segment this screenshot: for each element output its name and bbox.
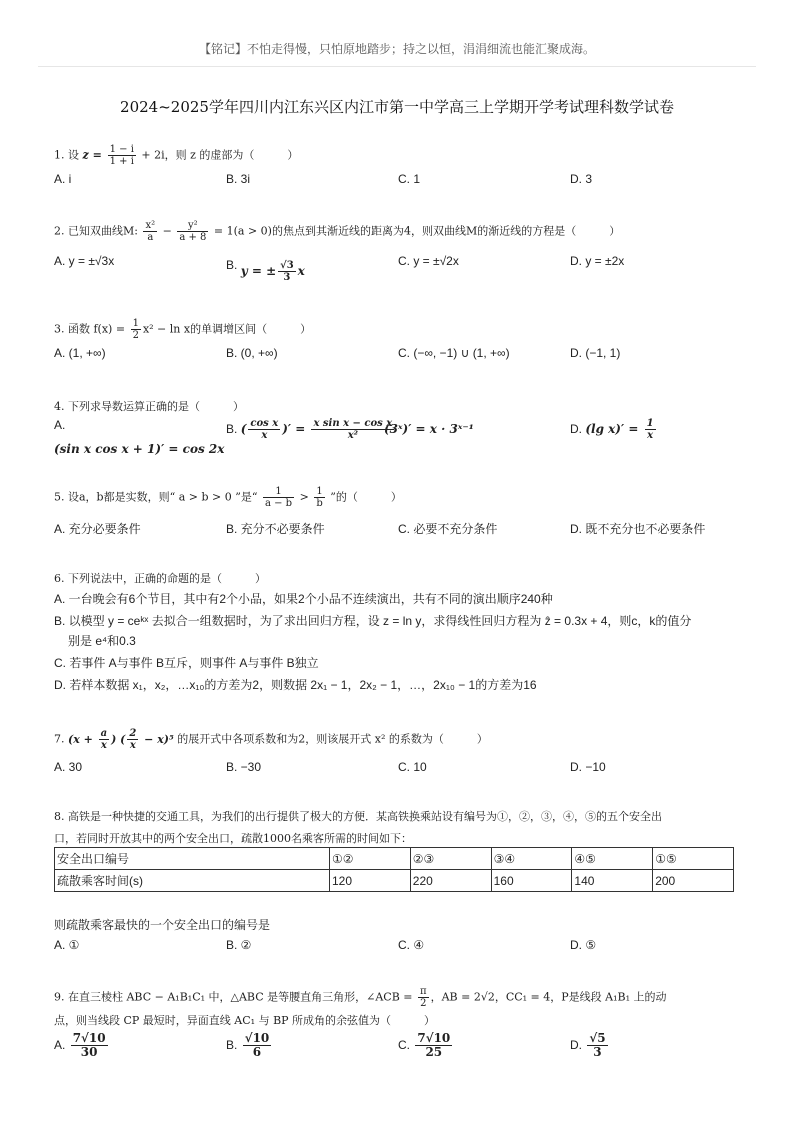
option-c[interactable]: C. $\frac{7√10}{25}$ [398, 1031, 451, 1060]
option-c[interactable]: C. 1 [398, 172, 421, 186]
question-8-stem-line-1: 8. 高铁是一种快捷的交通工具，为我们的出行提供了极大的方便．某高铁换乘站设有编号为①，②，③，④，⑤的五个安全出 [54, 810, 662, 823]
table-cell: 220 [410, 870, 491, 892]
option-a-label[interactable]: A. [54, 418, 66, 432]
option-c[interactable]: C. 10 [398, 760, 427, 774]
table-cell: 160 [491, 870, 572, 892]
question-4-options [54, 416, 754, 456]
option-c[interactable]: C. y = ±√2x [398, 254, 459, 268]
option-a[interactable]: (sin x cos x + 1)′ = cos 2x [54, 442, 225, 456]
table-row [55, 848, 734, 870]
option-d[interactable]: D. −10 [570, 760, 606, 774]
option-a[interactable]: A. y = ±√3x [54, 254, 115, 268]
question-2-stem: 2. 已知双曲线M: $\frac{\text{x²}}{a}$ − $\frac{\text{y²}}{a + 8}$ = 1(a > 0)的焦点到其渐近线的距离为4，则双曲线M的渐近线的方程是（ ） [54, 220, 621, 243]
option-d[interactable]: D. 既不充分也不必要条件 [570, 522, 706, 536]
table-cell: 安全出口编号 [55, 848, 330, 870]
option-a[interactable]: A. 30 [54, 760, 83, 774]
question-9-stem-line-2: 点，则当线段 CP 最短时，异面直线 AC₁ 与 BP 所成角的余弦值为（ ） [54, 1014, 436, 1027]
option-c[interactable]: (3ˣ)′ = x · 3ˣ⁻¹ [384, 422, 474, 436]
option-b-continued: 别是 e⁴和0.3 [68, 634, 136, 648]
option-c[interactable]: C. 必要不充分条件 [398, 522, 498, 536]
table-cell: 140 [572, 870, 653, 892]
option-b[interactable]: B. ( $\frac{\text{cos x}}{x}$ )′ = $\frac{\text{x sin x − cos x}}{\text{x²}}$ [226, 418, 393, 441]
option-b[interactable]: B. −30 [226, 760, 262, 774]
table-cell: ①② [330, 848, 411, 870]
question-1-stem: 1. 设 z = $\frac{1 - i}{1 + i}$ + 2i，则 z 的虚部为（ ） [54, 144, 299, 167]
table-row [55, 870, 734, 892]
question-5-stem: 5. 设a，b都是实数，则“ a > b > 0 ”是“ $\frac{1}{a - b}$ > $\frac{1}{b}$ ”的（ ） [54, 486, 402, 509]
option-a[interactable]: A. 一台晚会有6个节目，其中有2个小品，如果2个小品不连续演出，共有不同的演出顺序240种 [54, 592, 553, 606]
table-cell: 疏散乘客时间(s) [55, 870, 330, 892]
option-a[interactable]: A. i [54, 172, 72, 186]
table-cell: ③④ [491, 848, 572, 870]
question-6-stem: 6. 下列说法中，正确的命题的是（ ） [54, 572, 266, 585]
page-title: 2024~2025学年四川内江东兴区内江市第一中学高三上学期开学考试理科数学试卷 [120, 98, 674, 116]
option-c[interactable]: C. ④ [398, 938, 425, 952]
option-d[interactable]: D. 3 [570, 172, 593, 186]
option-b[interactable]: B. 充分不必要条件 [226, 522, 325, 536]
question-9-stem-line-1: 9. 在直三棱柱 ABC − A₁B₁C₁ 中，△ABC 是等腰直角三角形，∠ACB = $\frac{\pi}{2}$ ，AB = 2√2，CC₁ = 4，P是线段 A₁B₁ 上的动 [54, 986, 667, 1009]
table-cell: ①⑤ [653, 848, 734, 870]
option-d[interactable]: D. (lg x)′ = $\frac{1}{x}$ [570, 418, 654, 441]
option-a[interactable]: A. 充分必要条件 [54, 522, 141, 536]
option-a[interactable]: A. $\frac{7√10}{30}$ [54, 1031, 106, 1060]
option-b[interactable]: B. 3i [226, 172, 251, 186]
option-b[interactable]: B. 以模型 y = ceᵏˣ 去拟合一组数据时，为了求出回归方程，设 z = ln y，求得线性回归方程为 ẑ = 0.3x + 4，则c，k的值分 [54, 614, 692, 628]
table-cell: ②③ [410, 848, 491, 870]
option-d[interactable]: D. y = ±2x [570, 254, 625, 268]
question-8-question: 则疏散乘客最快的一个安全出口的编号是 [54, 918, 271, 932]
question-7-stem: 7. (x + $\frac{a}{x}$ ) ( $\frac{2}{x}$ − x)⁵ 的展开式中各项系数和为2，则该展开式 x² 的系数为（ ） [54, 728, 488, 751]
table-cell: ④⑤ [572, 848, 653, 870]
option-d[interactable]: D. $\frac{√5}{3}$ [570, 1031, 606, 1060]
option-d[interactable]: D. (−1, 1) [570, 346, 621, 360]
question-3-stem: 3. 函数 f(x) = $\frac{1}{2}$ x² − ln x的单调增区间（ ） [54, 318, 312, 341]
option-b[interactable]: B. ② [226, 938, 252, 952]
option-b[interactable]: B. (0, +∞) [226, 346, 278, 360]
evacuation-table [54, 847, 734, 892]
motto-banner: 【铭记】不怕走得慢，只怕原地踏步；持之以恒，涓涓细流也能汇聚成海。 [198, 42, 595, 56]
option-c[interactable]: C. 若事件 A与事件 B互斥，则事件 A与事件 B独立 [54, 656, 319, 670]
question-4-stem: 4. 下列求导数运算正确的是（ ） [54, 400, 244, 413]
option-a[interactable]: A. ① [54, 938, 80, 952]
option-b[interactable]: B. $\frac{√10}{6}$ [226, 1031, 270, 1060]
option-a[interactable]: A. (1, +∞) [54, 346, 106, 360]
table-cell: 200 [653, 870, 734, 892]
table-cell: 120 [330, 870, 411, 892]
question-8-stem-line-2: 口，若同时开放其中的两个安全出口，疏散1000名乘客所需的时间如下： [54, 832, 412, 845]
option-d[interactable]: D. 若样本数据 x₁，x₂，…x₁₀的方差为2，则数据 2x₁ − 1，2x₂ − 1，…，2x₁₀ − 1的方差为16 [54, 678, 537, 692]
option-c[interactable]: C. (−∞, −1) ∪ (1, +∞) [398, 346, 510, 360]
option-b[interactable]: B. y = ± $\frac{√3}{3}$ x [226, 258, 305, 283]
header-divider [38, 66, 756, 67]
option-d[interactable]: D. ⑤ [570, 938, 597, 952]
